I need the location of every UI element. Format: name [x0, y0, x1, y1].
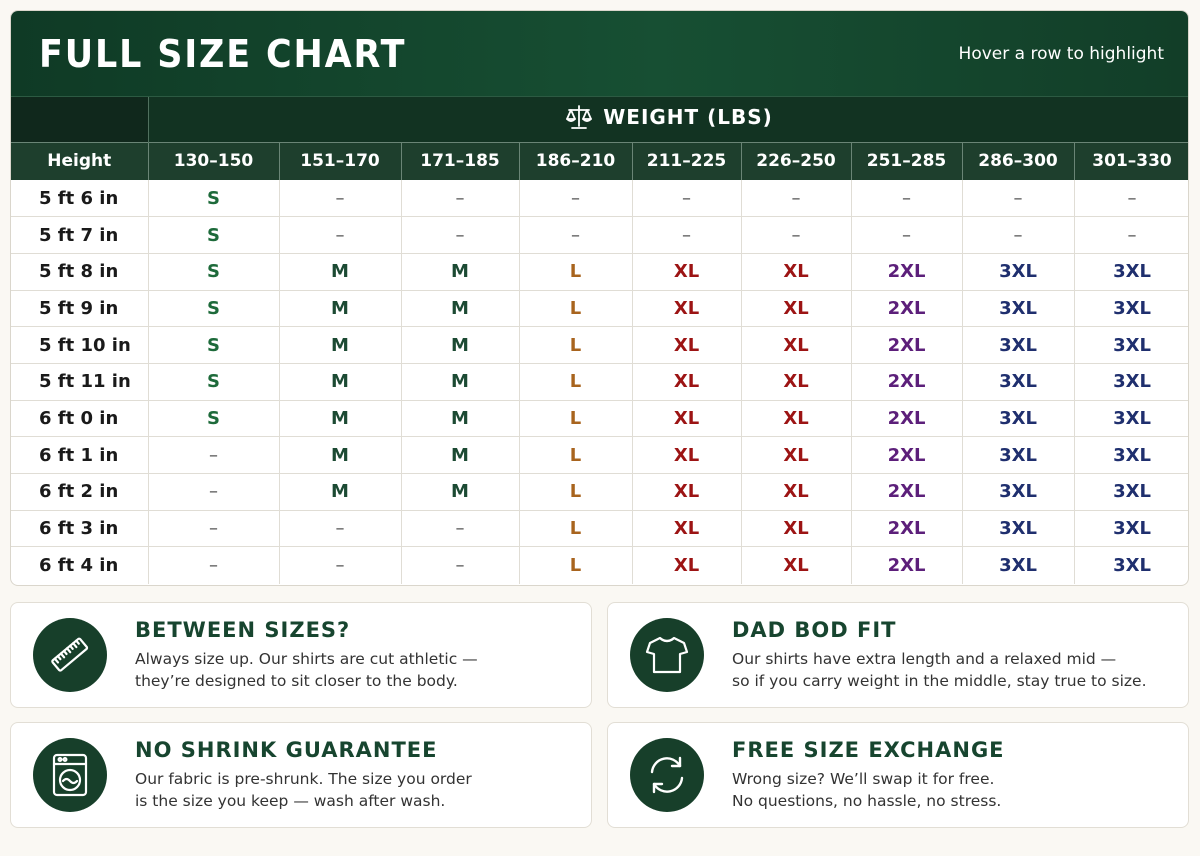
size-cell: M [401, 474, 519, 511]
card-title: DAD BOD FIT [732, 618, 897, 642]
size-cell: 3XL [1074, 547, 1189, 584]
table-row[interactable] [11, 253, 1189, 290]
size-cell: L [519, 363, 632, 400]
size-cell: 3XL [1074, 474, 1189, 511]
no-shrink-card [10, 722, 592, 828]
size-cell: M [279, 474, 401, 511]
size-table-body [11, 180, 1189, 584]
table-row[interactable] [11, 363, 1189, 400]
size-cell: XL [632, 253, 741, 290]
size-cell: XL [632, 290, 741, 327]
card-title: BETWEEN SIZES? [135, 618, 351, 642]
size-cell: M [279, 400, 401, 437]
size-cell: 3XL [962, 327, 1074, 364]
weight-column-header: 251–285 [851, 142, 962, 180]
card-text-line1: Our shirts have extra length and a relaxed mid — [732, 650, 1117, 668]
size-cell: M [401, 290, 519, 327]
size-cell: – [632, 180, 741, 217]
weight-column-header: 186–210 [519, 142, 632, 180]
size-cell: – [519, 180, 632, 217]
washing-machine-icon [33, 738, 107, 812]
size-cell: 2XL [851, 290, 962, 327]
size-cell: XL [741, 510, 851, 547]
size-table [11, 97, 1189, 584]
size-cell: XL [632, 510, 741, 547]
size-cell: M [401, 363, 519, 400]
height-cell: 6 ft 0 in [11, 400, 148, 437]
size-cell: – [632, 217, 741, 254]
size-cell: 3XL [962, 547, 1074, 584]
height-cell: 5 ft 9 in [11, 290, 148, 327]
size-cell: 3XL [962, 400, 1074, 437]
column-header-row [11, 142, 1189, 180]
card-title: FREE SIZE EXCHANGE [732, 738, 1005, 762]
size-cell: – [401, 510, 519, 547]
size-cell: M [401, 327, 519, 364]
size-cell: XL [741, 363, 851, 400]
size-cell: L [519, 547, 632, 584]
height-cell: 6 ft 2 in [11, 474, 148, 511]
table-row[interactable] [11, 217, 1189, 254]
size-cell: 2XL [851, 253, 962, 290]
weight-header-row [11, 97, 1189, 142]
size-cell: 2XL [851, 437, 962, 474]
height-column-header: Height [11, 142, 148, 180]
size-cell: XL [632, 474, 741, 511]
size-cell: 3XL [962, 510, 1074, 547]
size-cell: M [401, 253, 519, 290]
size-cell: M [279, 290, 401, 327]
size-cell: XL [632, 437, 741, 474]
size-cell: 2XL [851, 510, 962, 547]
size-cell: – [401, 547, 519, 584]
size-cell: – [279, 510, 401, 547]
size-cell: – [741, 217, 851, 254]
between-sizes-card [10, 602, 592, 708]
size-cell: M [279, 327, 401, 364]
exchange-icon [630, 738, 704, 812]
height-cell: 6 ft 1 in [11, 437, 148, 474]
card-title: NO SHRINK GUARANTEE [135, 738, 438, 762]
size-cell: XL [632, 363, 741, 400]
size-cell: – [148, 547, 279, 584]
title-bar [11, 11, 1188, 97]
size-cell: 2XL [851, 474, 962, 511]
size-cell: – [279, 547, 401, 584]
size-cell: 2XL [851, 327, 962, 364]
size-cell: – [1074, 180, 1189, 217]
size-cell: – [401, 217, 519, 254]
size-cell: – [851, 217, 962, 254]
height-cell: 5 ft 11 in [11, 363, 148, 400]
weight-column-header: 151–170 [279, 142, 401, 180]
scale-icon [565, 104, 593, 130]
weight-column-header: 286–300 [962, 142, 1074, 180]
size-cell: XL [741, 400, 851, 437]
size-cell: L [519, 510, 632, 547]
size-cell: S [148, 253, 279, 290]
table-row[interactable] [11, 510, 1189, 547]
size-cell: – [148, 437, 279, 474]
size-cell: L [519, 474, 632, 511]
size-cell: L [519, 437, 632, 474]
tshirt-icon [630, 618, 704, 692]
size-cell: – [401, 180, 519, 217]
free-size-exchange-card [607, 722, 1189, 828]
weight-column-header: 226–250 [741, 142, 851, 180]
size-cell: S [148, 363, 279, 400]
page-title: FULL SIZE CHART [39, 31, 407, 76]
size-cell: 2XL [851, 400, 962, 437]
size-cell: XL [632, 327, 741, 364]
size-chart-panel [10, 10, 1189, 586]
table-row[interactable] [11, 180, 1189, 217]
size-cell: 3XL [1074, 327, 1189, 364]
size-cell: S [148, 400, 279, 437]
size-cell: – [851, 180, 962, 217]
size-cell: M [279, 363, 401, 400]
size-cell: 3XL [1074, 363, 1189, 400]
size-cell: XL [741, 327, 851, 364]
height-cell: 6 ft 4 in [11, 547, 148, 584]
size-cell: XL [632, 547, 741, 584]
size-cell: XL [632, 400, 741, 437]
table-row[interactable] [11, 327, 1189, 364]
size-cell: 3XL [1074, 253, 1189, 290]
size-cell: M [279, 437, 401, 474]
size-cell: 3XL [962, 363, 1074, 400]
card-text-line2: they’re designed to sit closer to the body. [135, 672, 458, 690]
table-row[interactable] [11, 437, 1189, 474]
height-cell: 5 ft 6 in [11, 180, 148, 217]
height-cell: 5 ft 7 in [11, 217, 148, 254]
table-row[interactable] [11, 547, 1189, 584]
size-cell: S [148, 217, 279, 254]
card-text-line2: so if you carry weight in the middle, stay true to size. [732, 672, 1147, 690]
size-cell: – [148, 474, 279, 511]
height-cell: 5 ft 10 in [11, 327, 148, 364]
size-cell: S [148, 290, 279, 327]
card-text-line1: Our fabric is pre-shrunk. The size you order [135, 770, 472, 788]
size-cell: L [519, 400, 632, 437]
size-cell: – [962, 217, 1074, 254]
card-text-line1: Always size up. Our shirts are cut athletic — [135, 650, 478, 668]
weight-column-header: 301–330 [1074, 142, 1189, 180]
size-cell: L [519, 253, 632, 290]
size-cell: XL [741, 547, 851, 584]
size-cell: S [148, 327, 279, 364]
size-cell: 2XL [851, 547, 962, 584]
size-cell: 3XL [962, 253, 1074, 290]
size-cell: 3XL [1074, 400, 1189, 437]
size-cell: XL [741, 474, 851, 511]
height-cell: 6 ft 3 in [11, 510, 148, 547]
size-cell: 2XL [851, 363, 962, 400]
size-cell: L [519, 327, 632, 364]
card-text-line2: is the size you keep — wash after wash. [135, 792, 446, 810]
size-cell: M [279, 253, 401, 290]
size-cell: 3XL [962, 290, 1074, 327]
corner-cell [11, 97, 148, 142]
size-cell: – [1074, 217, 1189, 254]
size-cell: 3XL [1074, 510, 1189, 547]
size-cell: – [279, 180, 401, 217]
ruler-icon [33, 618, 107, 692]
size-cell: XL [741, 437, 851, 474]
height-cell: 5 ft 8 in [11, 253, 148, 290]
table-row[interactable] [11, 400, 1189, 437]
weight-column-header: 211–225 [632, 142, 741, 180]
weight-header [148, 97, 1189, 142]
size-cell: – [741, 180, 851, 217]
size-cell: – [279, 217, 401, 254]
size-cell: S [148, 180, 279, 217]
size-cell: – [519, 217, 632, 254]
size-cell: – [962, 180, 1074, 217]
size-cell: 3XL [1074, 437, 1189, 474]
size-cell: XL [741, 290, 851, 327]
size-cell: – [148, 510, 279, 547]
dad-bod-fit-card [607, 602, 1189, 708]
size-cell: L [519, 290, 632, 327]
weight-column-header: 171–185 [401, 142, 519, 180]
size-cell: 3XL [962, 474, 1074, 511]
weight-label: WEIGHT (LBS) [603, 105, 773, 130]
hover-hint: Hover a row to highlight [958, 43, 1164, 64]
size-cell: 3XL [962, 437, 1074, 474]
table-row[interactable] [11, 290, 1189, 327]
size-cell: M [401, 437, 519, 474]
table-row[interactable] [11, 474, 1189, 511]
size-cell: XL [741, 253, 851, 290]
size-cell: 3XL [1074, 290, 1189, 327]
size-cell: M [401, 400, 519, 437]
card-text-line1: Wrong size? We’ll swap it for free. [732, 770, 995, 788]
card-text-line2: No questions, no hassle, no stress. [732, 792, 1002, 810]
weight-column-header: 130–150 [148, 142, 279, 180]
